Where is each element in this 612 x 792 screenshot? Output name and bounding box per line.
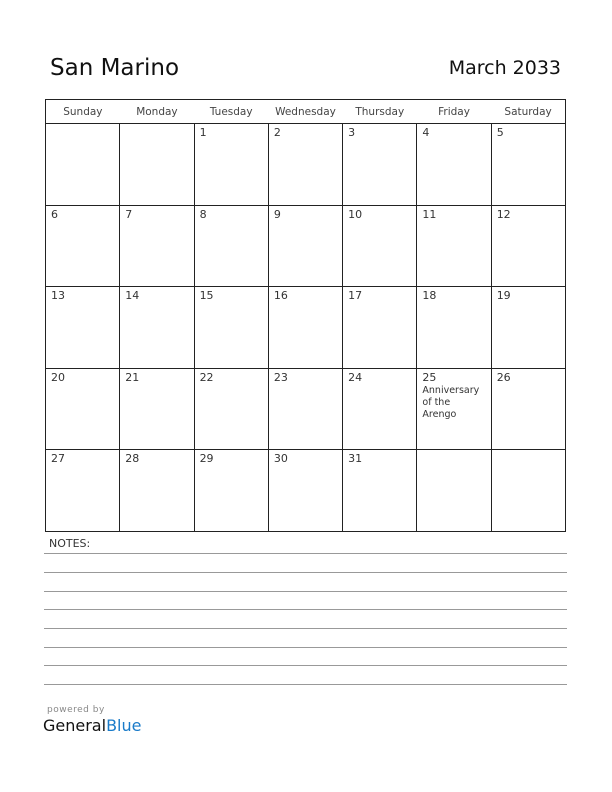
day-number: 7 (125, 207, 133, 221)
day-number: 26 (496, 370, 511, 384)
day-number: 17 (348, 289, 363, 303)
day-number: 29 (199, 452, 214, 466)
holiday-event: Anniversary of the Arengo (422, 384, 480, 420)
notes-line (44, 591, 567, 592)
day-number: 4 (422, 126, 430, 139)
day-cell (120, 287, 194, 369)
day-number: 27 (51, 452, 65, 466)
week-row (46, 368, 566, 450)
day-cell (46, 450, 120, 532)
day-cell (46, 287, 120, 369)
day-cell (417, 287, 491, 369)
day-number: 24 (348, 370, 363, 384)
day-cell (491, 124, 565, 206)
weekday-header-row (46, 100, 566, 124)
day-cell (268, 450, 342, 532)
day-number: 5 (496, 126, 504, 139)
day-number: 31 (348, 452, 363, 466)
generalblue-logo[interactable] (43, 716, 141, 735)
day-number: 18 (422, 289, 437, 303)
weekday-thursday: Thursday (343, 100, 417, 124)
day-number: 15 (199, 289, 214, 303)
notes-line (44, 609, 567, 610)
day-number: 25 (422, 370, 437, 384)
day-cell (120, 205, 194, 287)
day-number: 30 (273, 452, 288, 466)
day-number: 11 (422, 207, 437, 221)
notes-line (44, 553, 567, 554)
week-row (46, 287, 566, 369)
country-title: San Marino (50, 55, 180, 81)
day-number: 28 (125, 452, 140, 466)
day-cell (194, 450, 268, 532)
brand-blue: Blue (106, 716, 142, 735)
day-cell (343, 450, 417, 532)
day-cell (120, 368, 194, 450)
powered-by-text: powered by (47, 705, 105, 715)
day-cell (491, 287, 565, 369)
day-number: 14 (125, 289, 140, 303)
day-cell (417, 368, 491, 450)
day-cell (491, 450, 565, 532)
day-cell (491, 368, 565, 450)
weekday-monday: Monday (120, 100, 194, 124)
day-cell (268, 287, 342, 369)
day-cell (343, 205, 417, 287)
day-cell (268, 368, 342, 450)
day-number: 6 (51, 207, 58, 221)
day-cell (417, 205, 491, 287)
day-number: 22 (199, 370, 214, 384)
day-number: 13 (51, 289, 65, 303)
day-cell (417, 450, 491, 532)
day-number: 19 (496, 289, 511, 303)
day-number: 10 (348, 207, 363, 221)
day-cell (194, 124, 268, 206)
notes-line (44, 628, 567, 629)
calendar-grid (45, 99, 566, 532)
day-cell (194, 368, 268, 450)
notes-line (44, 647, 567, 648)
day-cell (343, 124, 417, 206)
notes-label: NOTES: (49, 537, 91, 550)
day-number: 20 (51, 370, 65, 384)
weekday-wednesday: Wednesday (268, 100, 342, 124)
notes-line (44, 572, 567, 573)
day-cell (46, 205, 120, 287)
weekday-friday: Friday (417, 100, 491, 124)
notes-line (44, 684, 567, 685)
day-cell (268, 205, 342, 287)
week-row (46, 450, 566, 532)
day-number: 3 (348, 126, 356, 139)
day-number: 16 (273, 289, 288, 303)
day-cell (46, 368, 120, 450)
week-row (46, 205, 566, 287)
week-row (46, 124, 566, 206)
weekday-saturday: Saturday (491, 100, 565, 124)
day-cell (417, 124, 491, 206)
weekday-tuesday: Tuesday (194, 100, 268, 124)
notes-line (44, 665, 567, 666)
day-cell (343, 287, 417, 369)
day-cell (120, 450, 194, 532)
day-cell (120, 124, 194, 206)
day-cell (194, 205, 268, 287)
day-number: 2 (273, 126, 281, 139)
day-number: 12 (496, 207, 511, 221)
day-number: 9 (273, 207, 281, 221)
day-cell (194, 287, 268, 369)
day-cell (491, 205, 565, 287)
month-year: March 2033 (448, 57, 561, 79)
day-cell (46, 124, 120, 206)
day-cell (268, 124, 342, 206)
weekday-sunday: Sunday (46, 100, 120, 124)
day-number: 1 (199, 126, 207, 139)
day-number: 23 (273, 370, 288, 384)
day-number: 8 (199, 207, 207, 221)
day-number: 21 (125, 370, 140, 384)
brand-general: General (43, 716, 107, 735)
day-cell (343, 368, 417, 450)
